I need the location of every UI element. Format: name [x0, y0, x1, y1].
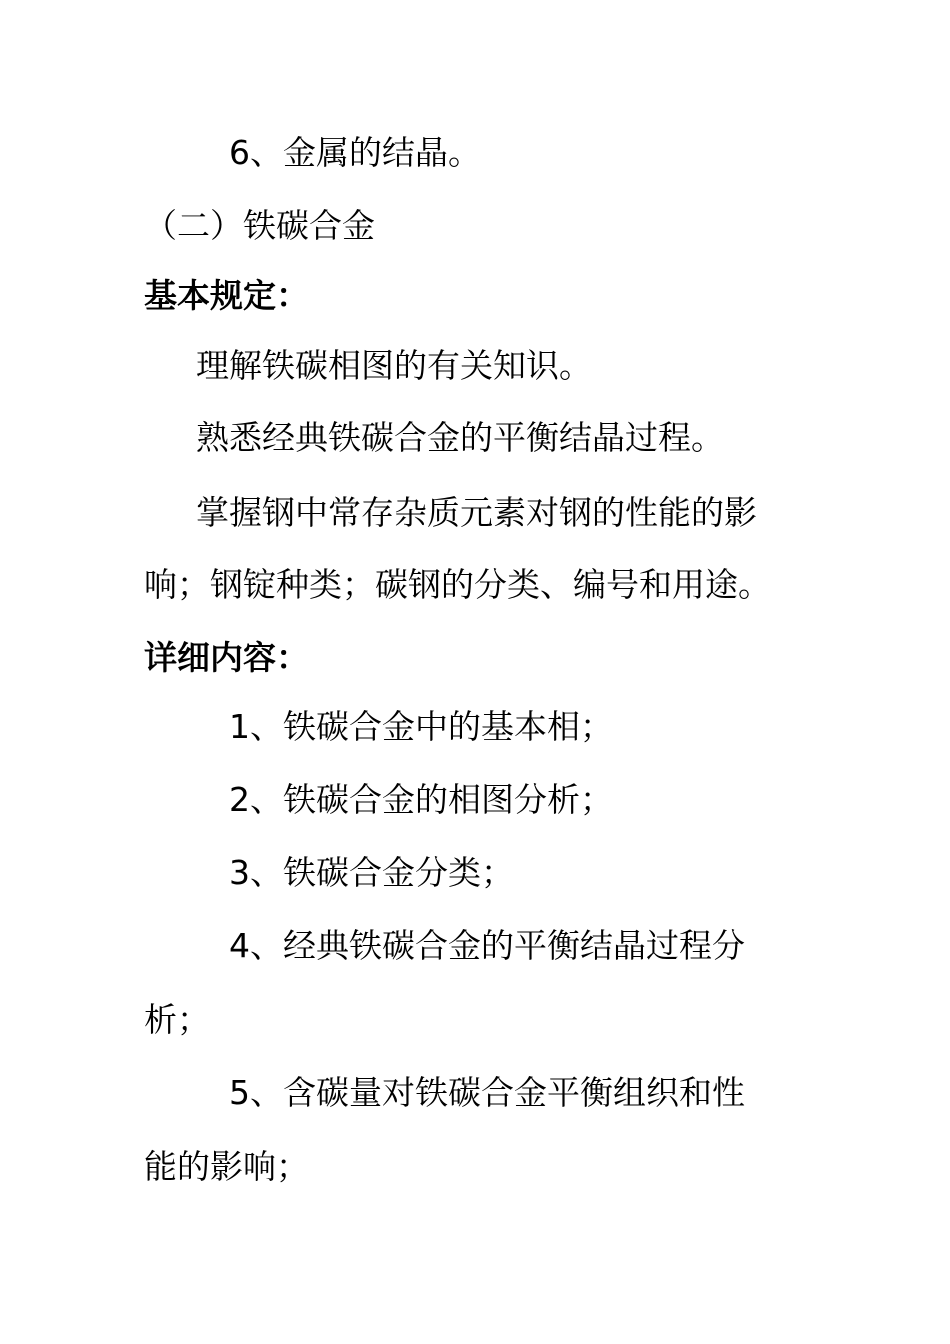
paragraph-master-line1: 掌握钢中常存杂质元素对钢的性能的影: [196, 493, 757, 532]
list-item-carbon-content-line1: 5、含碳量对铁碳合金平衡组织和性: [229, 1073, 745, 1112]
list-item-crystallization-line2: 析；: [144, 1000, 210, 1039]
list-item-crystallization-line1: 4、经典铁碳合金的平衡结晶过程分: [229, 926, 745, 965]
paragraph-understand: 理解铁碳相图的有关知识。: [196, 346, 592, 385]
list-item-classification: 3、铁碳合金分类；: [229, 853, 514, 892]
section-heading-iron-carbon: （二）铁碳合金: [144, 206, 375, 245]
paragraph-master-line2: 响；钢锭种类；碳钢的分类、编号和用途。: [144, 565, 771, 604]
subheading-detailed-content: 详细内容：: [144, 638, 309, 677]
list-item-phase-diagram: 2、铁碳合金的相图分析；: [229, 780, 613, 819]
list-item-basic-phases: 1、铁碳合金中的基本相；: [229, 707, 613, 746]
subheading-basic-requirements: 基本规定：: [144, 276, 309, 315]
list-item-metal-crystallization: 6、金属的结晶。: [229, 133, 481, 172]
paragraph-familiar: 熟悉经典铁碳合金的平衡结晶过程。: [196, 418, 724, 457]
list-item-carbon-content-line2: 能的影响；: [144, 1147, 309, 1186]
